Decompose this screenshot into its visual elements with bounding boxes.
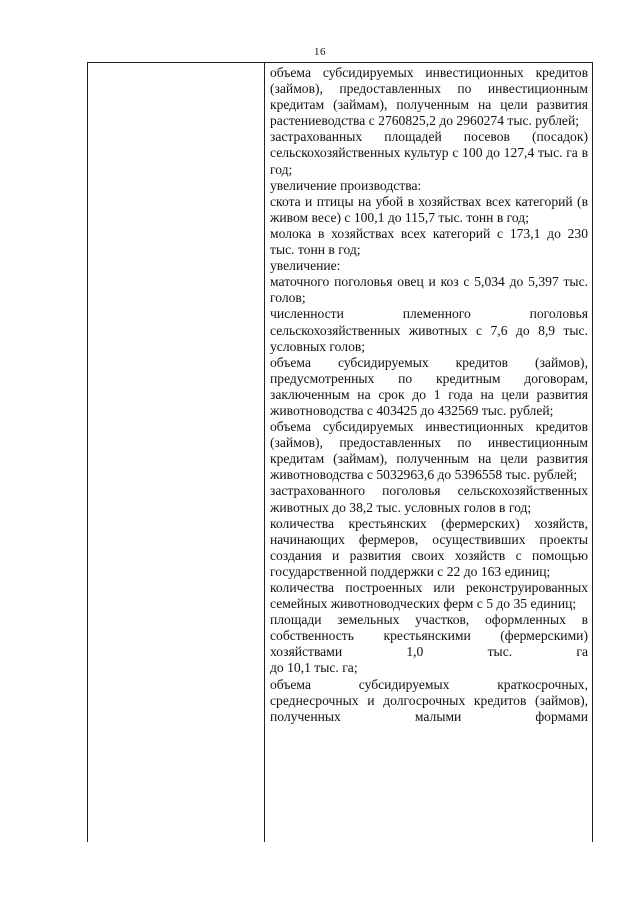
paragraph-sheep-goats: маточного поголовья овец и коз с 5,034 до 5,397 тыс. голов; [270, 274, 588, 306]
paragraph-insured-crop-area: застрахованных площадей посевов (посадок) сельскохозяйственных культур с 100 до 127,4 тыс. га в год; [270, 129, 588, 177]
paragraph-small-forms-credits: объема субсидируемых краткосрочных, среднесрочных и долгосрочных кредитов (займов), полученных малыми формами [270, 676, 588, 724]
table-right-cell [265, 63, 592, 842]
paragraph-milk-production: молока в хозяйствах всех категорий с 173,1 до 230 тыс. тонн в год; [270, 225, 588, 258]
paragraph-farm-households: количества крестьянских (фермерских) хозяйств, начинающих фермеров, осуществивших проекты создания и развития своих хозяйств с помощью государственной поддержки с 22 до 163 единиц; [270, 515, 588, 579]
paragraph-increase-heading: увеличение: [270, 258, 341, 274]
paragraph-investment-credits-livestock: объема субсидируемых инвестиционных кредитов (займов), предоставленных по инвестиционным кредитам (займам), полученным на цели развития животноводства с 5032963,6 до 5396558 тыс. рублей; [270, 419, 588, 483]
paragraph-investment-credits-crop: объема субсидируемых инвестиционных кредитов (займов), предоставленных по инвестиционным кредитам (займам), полученным на цели развития растениеводства с 2760825,2 до 2960274 тыс. рублей; [270, 65, 588, 129]
paragraph-breeding-livestock: численности племенного поголовья сельскохозяйственных животных с 7,6 до 8,9 тыс. условных голов; [270, 306, 588, 354]
paragraph-family-farms: количества построенных или реконструированных семейных животноводческих ферм с 5 до 35 единиц; [270, 580, 588, 612]
paragraph-production-increase-heading: увеличение производства: [270, 177, 422, 193]
paragraph-livestock-slaughter: скота и птицы на убой в хозяйствах всех категорий (в живом весе) с 100,1 до 115,7 тыс. тонн в год; [270, 193, 588, 225]
document-table [87, 62, 593, 842]
paragraph-insured-livestock: застрахованного поголовья сельскохозяйственных животных до 38,2 тыс. условных голов в год; [270, 483, 588, 515]
table-left-cell [88, 63, 265, 842]
page-number: 16 [314, 46, 326, 58]
paragraph-short-term-credits-livestock: объема субсидируемых кредитов (займов), предусмотренных по кредитным договорам, заключенным на срок до 1 года на цели развития животноводства с 403425 до 432569 тыс. рублей; [270, 354, 588, 418]
paragraph-land-plots-continued: до 10,1 тыс. га; [270, 660, 358, 676]
paragraph-land-plots: площади земельных участков, оформленных в собственность крестьянскими (фермерскими) хозяйствами 1,0 тыс. га [270, 612, 588, 660]
